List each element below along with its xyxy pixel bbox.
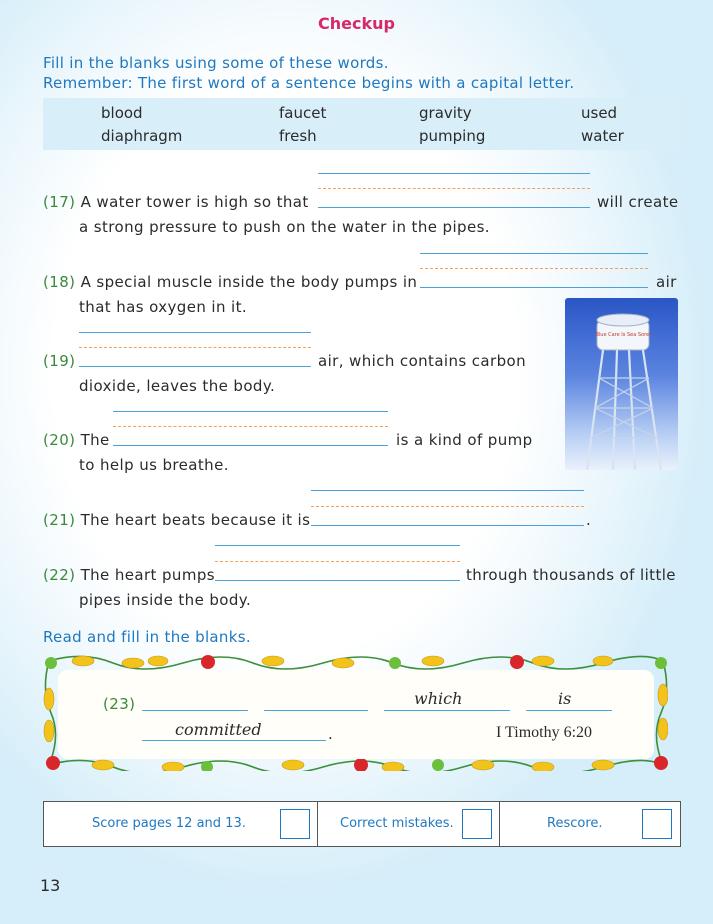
question-number: (22) — [43, 566, 76, 584]
answer-line-mid — [318, 188, 590, 189]
question-text: dioxide, leaves the body. — [79, 377, 276, 395]
question-text: A special muscle inside the body pumps in — [80, 273, 418, 291]
verse-box — [58, 670, 654, 759]
answer-line-top — [420, 253, 648, 254]
verse-word: committed — [175, 720, 262, 739]
word-bank-item: pumping — [419, 127, 486, 145]
question-number: (19) — [43, 352, 76, 370]
verse-blank — [384, 710, 510, 711]
answer-line-top — [79, 332, 311, 333]
question-text: to help us breathe. — [79, 456, 229, 474]
section-instruction: Read and fill in the blanks. — [43, 628, 251, 646]
instruction-line-2: Remember: The first word of a sentence begins with a capital letter. — [43, 74, 575, 92]
correct-checkbox[interactable] — [462, 809, 492, 839]
score-cell — [44, 802, 318, 846]
answer-line-mid — [113, 426, 388, 427]
question-text: A water tower is high so that — [80, 193, 309, 211]
word-bank-item: fresh — [279, 127, 317, 145]
verse-blank[interactable] — [264, 710, 368, 711]
question-text: The — [80, 431, 110, 449]
answer-line-top — [318, 173, 590, 174]
answer-line-top — [311, 490, 584, 491]
question-text: air — [656, 273, 677, 291]
verse-period: . — [328, 725, 334, 743]
rescore-label: Rescore. — [547, 816, 603, 831]
question-text: is a kind of pump — [396, 431, 533, 449]
answer-blank-17[interactable] — [318, 207, 590, 208]
word-bank-item: faucet — [279, 104, 327, 122]
question-number: (20) — [43, 431, 76, 449]
word-bank-item: gravity — [419, 104, 472, 122]
answer-line-top — [113, 411, 388, 412]
word-bank-item: used — [581, 104, 618, 122]
question-text: pipes inside the body. — [79, 591, 252, 609]
verse-word: which — [414, 689, 463, 708]
water-tower-photo — [565, 298, 678, 470]
score-label: Score pages 12 and 13. — [92, 816, 246, 831]
rescore-cell — [500, 802, 680, 846]
word-bank — [43, 98, 681, 150]
answer-blank-20[interactable] — [113, 445, 388, 446]
verse-word: is — [558, 689, 572, 708]
tower-sign: Blue Care Is Sea Sorel — [595, 332, 651, 338]
page-number: 13 — [40, 876, 61, 895]
question-text: air, which contains carbon — [318, 352, 526, 370]
answer-line-mid — [311, 506, 584, 507]
word-bank-item: water — [581, 127, 624, 145]
correct-label: Correct mistakes. — [340, 816, 454, 831]
question-text: a strong pressure to push on the water in the pipes. — [79, 218, 490, 236]
question-text: The heart pumps — [80, 566, 215, 584]
answer-blank-22[interactable] — [215, 580, 460, 581]
question-number: (23) — [103, 695, 136, 713]
verse-blank — [142, 740, 326, 741]
answer-blank-19[interactable] — [79, 366, 311, 367]
question-text: that has oxygen in it. — [79, 298, 248, 316]
question-text: will create — [597, 193, 679, 211]
answer-blank-18[interactable] — [420, 287, 648, 288]
correct-cell — [318, 802, 500, 846]
question-number: (21) — [43, 511, 76, 529]
page-title: Checkup — [318, 14, 395, 33]
rescore-checkbox[interactable] — [642, 809, 672, 839]
word-bank-item: diaphragm — [101, 127, 183, 145]
answer-blank-21[interactable] — [311, 525, 584, 526]
answer-line-top — [215, 545, 460, 546]
word-bank-item: blood — [101, 104, 143, 122]
instruction-line-1: Fill in the blanks using some of these words. — [43, 54, 389, 72]
water-tower-illustration — [565, 298, 678, 470]
score-bar — [43, 801, 681, 847]
answer-line-mid — [420, 268, 648, 269]
question-text: . — [586, 511, 592, 529]
question-text: The heart beats because it is — [80, 511, 311, 529]
answer-line-mid — [79, 347, 311, 348]
question-text: through thousands of little — [466, 566, 676, 584]
score-checkbox[interactable] — [280, 809, 310, 839]
question-number: (17) — [43, 193, 76, 211]
verse-blank — [526, 710, 612, 711]
verse-reference: I Timothy 6:20 — [496, 724, 593, 741]
verse-blank[interactable] — [142, 710, 248, 711]
question-number: (18) — [43, 273, 76, 291]
answer-line-mid — [215, 561, 460, 562]
